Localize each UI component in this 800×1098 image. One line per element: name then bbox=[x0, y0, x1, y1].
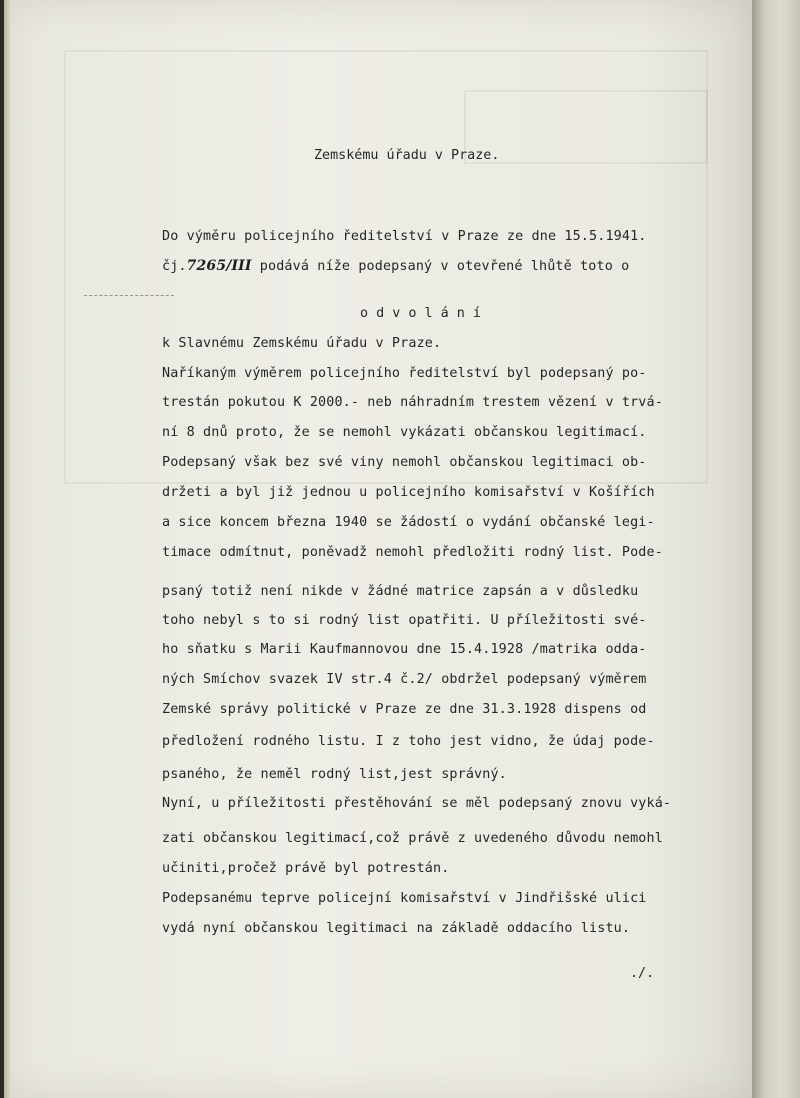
ghost-stamp-frame-inner bbox=[464, 90, 708, 164]
body-line: Podepsaný však bez své viny nemohl občanskou legitimaci ob- bbox=[162, 455, 647, 470]
page-left-edge bbox=[4, 0, 10, 1098]
body-line: timace odmítnut, poněvadž nemohl předložiti rodný list. Pode- bbox=[162, 545, 663, 560]
continuation-mark: ./. bbox=[630, 966, 655, 981]
reference-line: Do výměru policejního ředitelství v Praze ze dne 15.5.1941. bbox=[162, 229, 647, 244]
body-line: ných Smíchov svazek IV str.4 č.2/ obdržel podepsaný výměrem bbox=[162, 672, 647, 687]
body-line: Zemské správy politické v Praze ze dne 31.3.1928 dispens od bbox=[162, 702, 647, 717]
separator-dashes bbox=[84, 295, 174, 296]
body-line: trestán pokutou K 2000.- neb náhradním trestem vězení v trvá- bbox=[162, 395, 663, 410]
appeal-title: o d v o l á n í bbox=[360, 306, 481, 321]
body-line: ní 8 dnů proto, že se nemohl vykázati občanskou legitimací. bbox=[162, 425, 647, 440]
body-line: Podepsanému teprve policejní komisařství v Jindřišské ulici bbox=[162, 891, 647, 906]
body-line: držeti a byl již jednou u policejního komisařství v Košířích bbox=[162, 485, 655, 500]
cj-continuation: podává níže podepsaný v otevřené lhůtě toto o bbox=[259, 259, 630, 274]
body-line: psaného, že neměl rodný list,jest správný. bbox=[162, 767, 507, 782]
body-line: a sice koncem března 1940 se žádostí o vydání občanské legi- bbox=[162, 515, 655, 530]
document-page bbox=[4, 0, 752, 1098]
case-number-line bbox=[162, 258, 629, 274]
underlying-sheet-edge bbox=[752, 0, 800, 1098]
handwritten-case-number: 7265/III bbox=[186, 258, 252, 274]
body-line: ho sňatku s Marii Kaufmannovou dne 15.4.1928 /matrika odda- bbox=[162, 642, 647, 657]
body-line: psaný totiž není nikde v žádné matrice zapsán a v důsledku bbox=[162, 584, 639, 599]
body-line: Nyní, u příležitosti přestěhování se měl podepsaný znovu vyká- bbox=[162, 796, 672, 811]
addressee-line: k Slavnému Zemskému úřadu v Praze. bbox=[162, 336, 442, 351]
body-line: zati občanskou legitimací,což právě z uvedeného důvodu nemohl bbox=[162, 831, 663, 846]
cj-label: čj. bbox=[162, 259, 187, 274]
body-line: předložení rodného listu. I z toho jest vidno, že údaj pode- bbox=[162, 734, 655, 749]
addressee-heading: Zemskému úřadu v Praze. bbox=[314, 148, 500, 163]
body-line: Naříkaným výměrem policejního ředitelství byl podepsaný po- bbox=[162, 366, 647, 381]
body-line: učiniti,pročež právě byl potrestán. bbox=[162, 861, 450, 876]
body-line: vydá nyní občanskou legitimaci na základě oddacího listu. bbox=[162, 921, 631, 936]
body-line: toho nebyl s to si rodný list opatřiti. U příležitosti své- bbox=[162, 613, 647, 628]
